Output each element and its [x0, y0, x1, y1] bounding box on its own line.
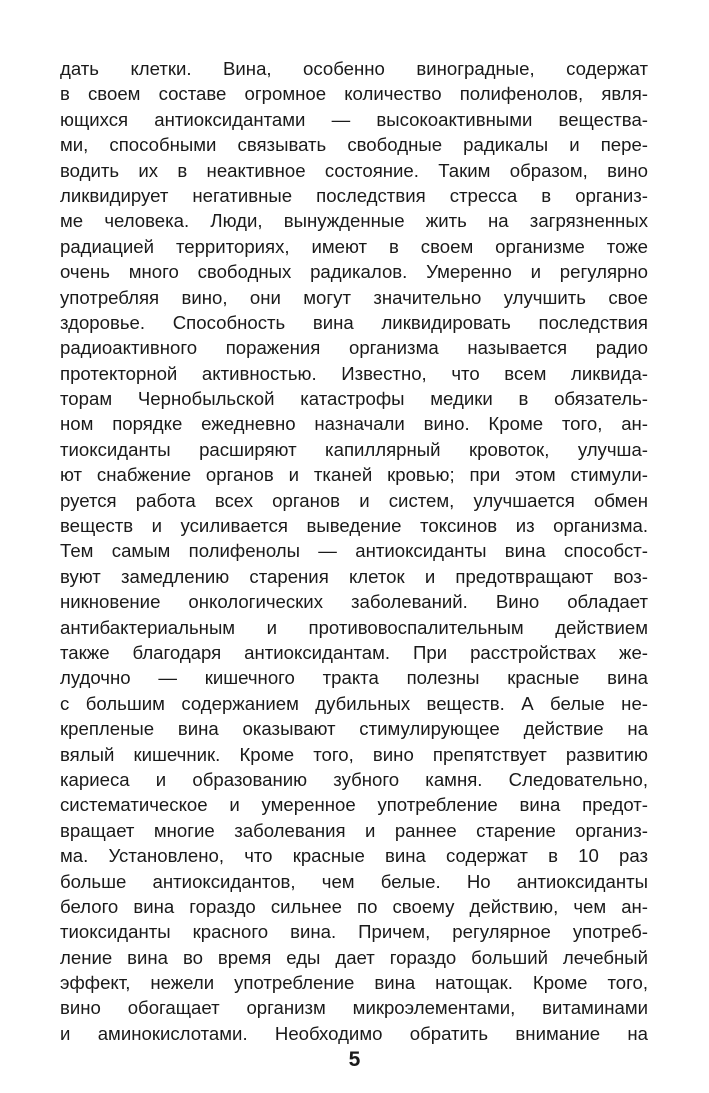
text-line: и аминокислотами. Необходимо обратить внимание на — [60, 1022, 648, 1044]
text-line: здоровье. Способность вина ликвидировать последствия — [60, 311, 648, 333]
text-line: вино обогащает организм микроэлементами, витаминами — [60, 997, 648, 1019]
text-line: очень много свободных радикалов. Умеренно и регулярно — [60, 261, 648, 283]
text-line: дать клетки. Вина, особенно виноградные, содержат — [60, 58, 648, 79]
text-line: вялый кишечник. Кроме того, вино препятствует развитию — [60, 743, 648, 765]
text-line: ми, способными связывать свободные радикалы и пере- — [60, 134, 648, 156]
text-line: эффект, нежели употребление вина натощак. Кроме того, — [60, 972, 648, 994]
text-line: крепленые вина оказывают стимулирующее действие на — [60, 718, 648, 740]
text-line: ление вина во время еды дает гораздо больший лечебный — [60, 946, 648, 968]
page-number: 5 — [348, 1048, 361, 1071]
text-line: тиоксиданты расширяют капиллярный кровоток, улучша- — [60, 438, 648, 460]
text-line: употребляя вино, они могут значительно улучшить свое — [60, 286, 648, 308]
text-line: вуют замедлению старения клеток и предотвращают воз- — [60, 565, 648, 587]
text-line: ликвидирует негативные последствия стресса в организ- — [60, 184, 648, 206]
text-line: систематическое и умеренное употребление вина предот- — [60, 794, 648, 816]
text-line: ма. Установлено, что красные вина содержат в 10 раз — [60, 845, 648, 867]
text-line: антибактериальным и противовоспалительным действием — [60, 616, 648, 638]
text-line: веществ и усиливается выведение токсинов из организма. — [60, 515, 648, 537]
text-line: торам Чернобыльской катастрофы медики в обязатель- — [60, 388, 648, 410]
text-line: никновение онкологических заболеваний. Вино обладает — [60, 591, 648, 613]
text-line: также благодаря антиоксидантам. При расстройствах же- — [60, 641, 648, 663]
text-line: в своем составе огромное количество полифенолов, явля- — [60, 83, 648, 105]
text-line: Тем самым полифенолы — антиоксиданты вина способст- — [60, 540, 648, 562]
text-line: ющихся антиоксидантами — высокоактивными вещества- — [60, 108, 648, 130]
text-line: с большим содержанием дубильных веществ. А белые не- — [60, 692, 648, 714]
text-line: радиацией территориях, имеют в своем организме тоже — [60, 235, 648, 257]
text-line: руется работа всех органов и систем, улучшается обмен — [60, 489, 648, 511]
text-line: ме человека. Люди, вынужденные жить на загрязненных — [60, 210, 648, 232]
text-line: больше антиоксидантов, чем белые. Но антиоксиданты — [60, 870, 648, 892]
text-line: лудочно — кишечного тракта полезны красные вина — [60, 667, 648, 689]
text-line: водить их в неактивное состояние. Таким образом, вино — [60, 159, 648, 181]
text-line: белого вина гораздо сильнее по своему действию, чем ан- — [60, 895, 648, 917]
text-line: вращает многие заболевания и раннее старение организ- — [60, 819, 648, 841]
body-text — [60, 56, 648, 1046]
text-line: радиоактивного поражения организма называется радио — [60, 337, 648, 359]
text-line: кариеса и образованию зубного камня. Следовательно, — [60, 768, 648, 790]
text-line: ют снабжение органов и тканей кровью; при этом стимули- — [60, 464, 648, 486]
text-line: тиоксиданты красного вина. Причем, регулярное употреб- — [60, 921, 648, 943]
text-line: протекторной активностью. Известно, что всем ликвида- — [60, 362, 648, 384]
text-line: ном порядке ежедневно назначали вино. Кроме того, ан- — [60, 413, 648, 435]
